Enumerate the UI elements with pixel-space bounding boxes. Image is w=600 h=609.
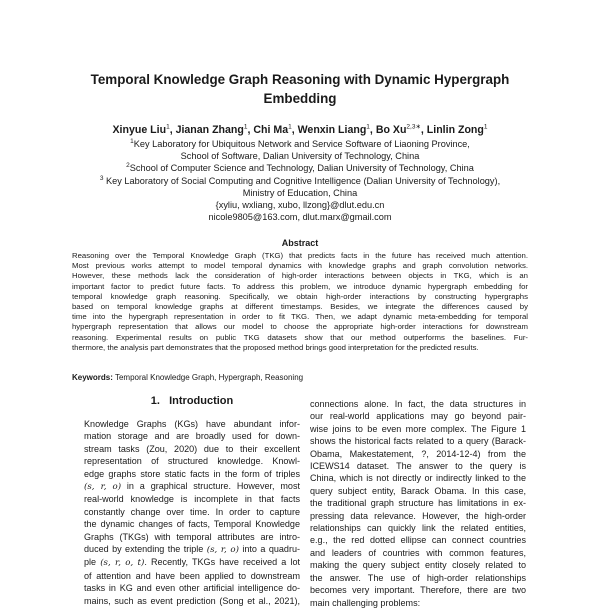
abstract-line: important factor to predict future facts. To address this problem, we introduce dynamic hypergraph embedding for xyxy=(72,281,528,291)
affiliations xyxy=(40,138,560,223)
section-number: 1. xyxy=(150,395,160,407)
text-line: China, which is not directly or indirectly linked to the xyxy=(310,473,526,484)
text-line: the dynamic changes of facts, Temporal Knowledge xyxy=(84,519,300,530)
author-name: Chi Ma xyxy=(253,124,289,136)
abstract-line: time into the hypergraph representation in order to fit TKG. Then, we adapt dynamic meta-embedding for temporal xyxy=(72,312,528,322)
abstract-body xyxy=(72,251,528,353)
affiliation-3-line-2: Ministry of Education, China xyxy=(242,187,358,198)
text-line: constantly change over time. In order to capture xyxy=(84,506,300,517)
text-line: Obama, Makestatement, ?, 2014-12-4) from the xyxy=(310,448,526,459)
right-column xyxy=(310,398,526,609)
author-affiliation-mark: 2,3∗ xyxy=(406,123,421,131)
text-line: duced by extending the triple (s, r, o) into a quadru- xyxy=(84,544,300,556)
affiliation-3-line-1: $^3$ Key Laboratory of Social Computing and Cognitive Intelligence (Dalian University of Technology), xyxy=(99,174,501,186)
text-line: becomes very important. Therefore, there are two xyxy=(310,585,526,596)
author-name: Wenxin Liang xyxy=(297,124,367,136)
text-line: mains, such as event prediction (Song et al., 2021), xyxy=(84,595,300,606)
text-line: edge graphs store static facts in the form of triples xyxy=(84,468,300,479)
abstract-line: based on temporal knowledge graphs at different timestamps. Besides, we integrate the differences caused by xyxy=(72,302,528,312)
author-affiliation-mark: 1 xyxy=(243,123,248,131)
text-line: (s, r, o) in a graphical structure. However, most xyxy=(84,481,300,493)
affiliation-2-line-1: $^2$School of Computer Science and Technology, Dalian University of Technology, China xyxy=(126,162,474,174)
text-line: wise joins to be even more complex. The Figure 1 xyxy=(310,423,526,434)
author-affiliation-mark: 1 xyxy=(366,123,370,131)
author-name: Bo Xu xyxy=(375,124,407,136)
text-line: connections alone. In fact, the data structures in xyxy=(310,399,526,409)
title-line-2: Embedding xyxy=(263,91,337,106)
author-affiliation-mark: 1 xyxy=(166,123,170,131)
affiliation-1-line-1: $^1$Key Laboratory for Ubiquitous Network and Service Software of Liaoning Province, xyxy=(130,137,470,149)
text-line: stream tasks (Zou, 2020) due to their excellent xyxy=(84,443,300,454)
keywords-text: Temporal Knowledge Graph, Hypergraph, Reasoning xyxy=(112,373,304,382)
text-line: making the query subject entity closely related to xyxy=(310,560,526,571)
abstract-line: hypergraph representation that allows our model to choose the appropriate high-order interactions for downstream xyxy=(72,322,528,332)
abstract-line: However, these methods lack the consideration of high-order interactions between objects in TKG, which is an xyxy=(72,271,528,281)
abstract-line: thermore, the analysis part demonstrates that the proposed method brings good interpretation for the predicted results. xyxy=(72,342,479,352)
author-name: Xinyue Liu xyxy=(112,124,167,136)
abstract-line: reasoning. Experimental results on public TKG datasets show that our method outperforms the baselines. Fur- xyxy=(72,332,528,342)
text-line: ple (s, r, o, t). Recently, TKGs have received a lot xyxy=(84,557,301,569)
text-line: mation storage and are broadly used for down- xyxy=(84,431,300,442)
section-title: Introduction xyxy=(169,395,234,407)
text-line: Graphs (TKGs) with temporal attributes are intro- xyxy=(84,531,300,542)
text-line: Knowledge Graphs (KGs) have abundant infor- xyxy=(84,419,300,429)
author-affiliation-mark: 1 xyxy=(288,123,292,131)
text-line: pressing data relevance. However, the high-order xyxy=(310,510,526,521)
text-line: of attention and have been applied to downstream xyxy=(84,570,300,581)
affiliation-1-line-2: School of Software, Dalian University of Technology, China xyxy=(180,151,420,162)
paper-title xyxy=(60,70,540,108)
text-line: main challenging problems: xyxy=(310,597,421,608)
keywords xyxy=(72,373,303,382)
text-line: the answer. The use of high-order relationships xyxy=(310,572,526,583)
text-line: the traditional graph structure has limitations in ex- xyxy=(310,498,526,509)
abstract-line: temporal knowledge graph reasoning. Specifically, we obtain high-order interactions by constructing hypergraphs xyxy=(72,291,528,301)
text-line: relationships can quickly link the related entities, xyxy=(310,523,526,534)
email-line-1: {xyliu, wxliang, xubo, llzong}@dlut.edu.cn xyxy=(215,200,385,211)
author-list: Xinyue Liu$^1$, Jianan Zhang$^1$, Chi Ma$^1$, Wenxin Liang$^1$, Bo $Xu^{2,3∗}$, Linlin Zong$^1$ xyxy=(112,123,488,136)
text-line: real-world knowledge is incomplete in that facts xyxy=(84,494,300,505)
text-line: shows the historical facts related to a query (Barack- xyxy=(310,436,526,447)
section-heading xyxy=(84,395,300,407)
text-line: representation of structured knowledge. Knowl- xyxy=(84,456,300,467)
author-name: Linlin Zong xyxy=(426,124,484,136)
keywords-label: Keywords: xyxy=(72,373,113,382)
title-line-1: Temporal Knowledge Graph Reasoning with Dynamic Hypergraph xyxy=(90,72,510,87)
abstract-heading: Abstract xyxy=(281,238,319,248)
author-name: Jianan Zhang xyxy=(175,124,244,136)
abstract-line: Most previous works attempt to model temporal dynamics with knowledge graphs and graph convolution networks. xyxy=(72,261,528,271)
text-line: our real-world applications may go beyond pair- xyxy=(310,411,526,422)
text-line: ICEWS14 dataset. The answer to the query is xyxy=(310,461,526,472)
author-affiliation-mark: 1 xyxy=(483,123,488,131)
email-line-2: nicole9805@163.com, dlut.marx@gmail.com xyxy=(208,212,392,223)
abstract-line: Reasoning over the Temporal Knowledge Graph (TKG) that predicts facts in the future has received much attention. xyxy=(72,251,528,260)
text-line: query subject entity, Barack Obama. In this case, xyxy=(310,485,526,496)
text-line: tasks in KG and even other artificial intelligence do- xyxy=(84,583,300,594)
left-column xyxy=(84,418,300,607)
text-line: and leaders of countries with common features, xyxy=(310,547,526,558)
text-line: e.g., the red dotted ellipse can connect countries xyxy=(310,535,526,546)
